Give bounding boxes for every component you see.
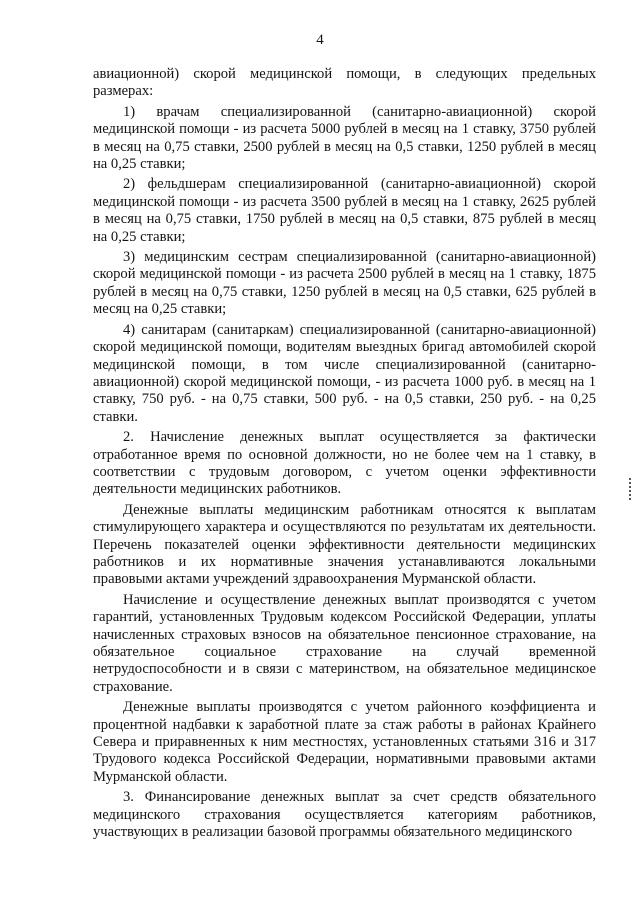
paragraph-intro: авиационной) скорой медицинской помощи, в следующих предельных размерах: xyxy=(93,66,596,100)
paragraph-section-3: 3. Финансирование денежных выплат за счет средств обязательного медицинского страхования осуществляется категориям работников, участвующих в реализации базовой программы обязательного медицинского xyxy=(93,789,596,841)
paragraph-item-1: 1) врачам специализированной (санитарно-авиационной) скорой медицинской помощи - из расчета 5000 рублей в месяц на 1 ставку, 3750 рублей в месяц на 0,75 ставки, 2500 рублей в месяц на 0,5 ставки, 1250 рублей в месяц на 0,25 ставки; xyxy=(93,103,596,173)
document-body xyxy=(93,66,596,844)
paragraph-section-2: 2. Начисление денежных выплат осуществляется за фактически отработанное время по основной должности, но не более чем на 1 ставку, в соответствии с трудовым договором, с учетом оценки эффективности деятельности медицинских работников. xyxy=(93,429,596,498)
margin-mark xyxy=(629,478,633,500)
paragraph-item-3: 3) медицинским сестрам специализированной (санитарно-авиационной) скорой медицинской помощи - из расчета 2500 рублей в месяц на 1 ставку, 1875 рублей в месяц на 0,75 ставки, 1250 рублей в месяц на 0,5 ставки, 625 рублей в месяц на 0,25 ставки; xyxy=(93,249,596,318)
paragraph-item-2: 2) фельдшерам специализированной (санитарно-авиационной) скорой медицинской помощи - из расчета 3500 рублей в месяц на 1 ставку, 2625 рублей в месяц на 0,75 ставки, 1750 рублей в месяц на 0,5 ставки, 875 рублей в месяц на 0,25 ставки; xyxy=(93,176,596,245)
page-number: 4 xyxy=(316,32,324,48)
paragraph-item-4: 4) санитарам (санитаркам) специализированной (санитарно-авиационной) скорой медицинской помощи, водителям выездных бригад автомобилей скорой медицинской помощи, в том числе специализированной (санитарно-авиационной) скорой медицинской помощи, - из расчета 1000 руб. в месяц на 1 ставку, 750 руб. - на 0,75 ставки, 500 руб. - на 0,5 ставки, 250 руб. - на 0,25 ставки. xyxy=(93,321,596,425)
paragraph-stimulating-payments: Денежные выплаты медицинским работникам относятся к выплатам стимулирующего характера и осуществляются по результатам их деятельности. Перечень показателей оценки эффективности деятельности медицинских работников и их нормативные значения устанавливаются локальными правовыми актами учреждений здравоохранения Мурманской области. xyxy=(93,501,596,588)
paragraph-accrual-guarantees: Начисление и осуществление денежных выплат производятся с учетом гарантий, установленных Трудовым кодексом Российской Федерации, уплаты начисленных страховых взносов на обязательное пенсионное страхование, на обязательное социальное страхование на случай временной нетрудоспособности и в связи с материнством, на обязательное медицинское страхование. xyxy=(93,591,596,695)
paragraph-regional-coefficient: Денежные выплаты производятся с учетом районного коэффициента и процентной надбавки к заработной плате за стаж работы в районах Крайнего Севера и приравненных к ним местностях, установленных статьями 316 и 317 Трудового кодекса Российской Федерации, нормативными правовыми актами Мурманской области. xyxy=(93,699,596,785)
